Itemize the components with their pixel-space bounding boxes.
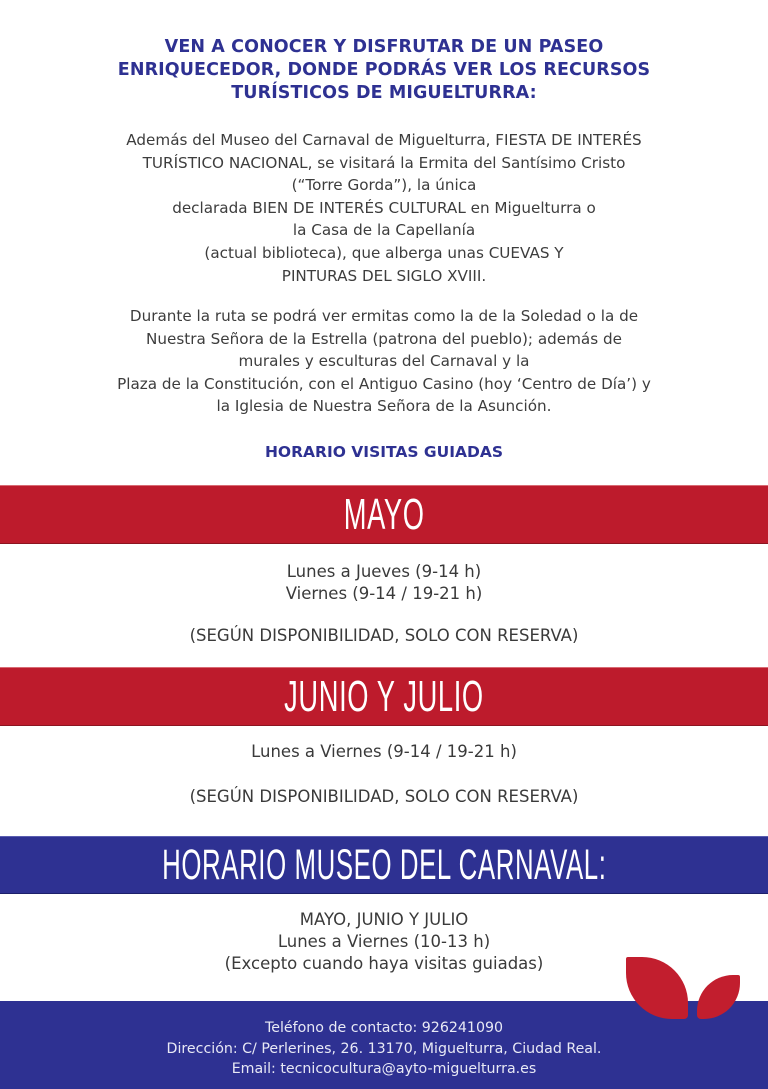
heading-line: VEN A CONOCER Y DISFRUTAR DE UN PASEO	[164, 37, 604, 57]
paragraph-line: Nuestra Señora de la Estrella (patrona del pueblo); además de	[146, 329, 622, 348]
may-band-title: MAYO	[343, 489, 425, 539]
paragraph-line: declarada BIEN DE INTERÉS CULTURAL en Miguelturra o	[172, 198, 596, 217]
may-schedule	[0, 561, 768, 605]
schedule-line: Lunes a Viernes (10-13 h)	[277, 932, 491, 951]
schedule-line: Lunes a Jueves (9-14 h)	[286, 562, 482, 581]
intro-paragraph-1	[0, 129, 768, 287]
contact-email: Email: tecnicocultura@ayto-miguelturra.es	[231, 1061, 537, 1077]
paragraph-line: la Casa de la Capellanía	[292, 221, 476, 240]
contact-phone: Teléfono de contacto: 926241090	[264, 1020, 504, 1036]
schedule-line: (Excepto cuando haya visitas guiadas)	[224, 954, 544, 973]
museum-hours-band	[0, 836, 768, 894]
june-july-note: (SEGÚN DISPONIBILIDAD, SOLO CON RESERVA)	[189, 787, 579, 806]
intro-paragraph-2	[0, 305, 768, 418]
heading-line: TURÍSTICOS DE MIGUELTURRA:	[231, 83, 537, 103]
june-july-schedule	[0, 741, 768, 763]
may-note: (SEGÚN DISPONIBILIDAD, SOLO CON RESERVA)	[189, 626, 579, 645]
heading-line: ENRIQUECEDOR, DONDE PODRÁS VER LOS RECURSOS	[117, 60, 651, 80]
schedule-line: MAYO, JUNIO Y JULIO	[299, 910, 469, 929]
paragraph-line: la Iglesia de Nuestra Señora de la Asunción.	[216, 397, 552, 416]
may-band	[0, 485, 768, 544]
schedule-line: Viernes (9-14 / 19-21 h)	[285, 584, 483, 603]
contact-address: Dirección: C/ Perlerines, 26. 13170, Miguelturra, Ciudad Real.	[166, 1040, 602, 1057]
paragraph-line: Plaza de la Constitución, con el Antiguo Casino (hoy ‘Centro de Día’) y	[117, 374, 651, 393]
june-july-band-title: JUNIO Y JULIO	[284, 671, 484, 721]
guided-tours-title: HORARIO VISITAS GUIADAS	[264, 443, 504, 461]
paragraph-line: TURÍSTICO NACIONAL, se visitará la Ermita del Santísimo Cristo	[142, 153, 626, 172]
paragraph-line: (actual biblioteca), que alberga unas CUEVAS Y	[204, 243, 564, 262]
paragraph-line: murales y esculturas del Carnaval y la	[238, 352, 530, 371]
paragraph-line: Además del Museo del Carnaval de Miguelturra, FIESTA DE INTERÉS	[126, 131, 642, 149]
schedule-line: Lunes a Viernes (9-14 / 19-21 h)	[251, 742, 517, 761]
paragraph-line: Durante la ruta se podrá ver ermitas como la de la Soledad o la de	[129, 307, 639, 325]
page-heading	[0, 36, 768, 105]
museum-hours-title: HORARIO MUSEO DEL CARNAVAL:	[161, 840, 607, 889]
paragraph-line: (“Torre Gorda”), la única	[291, 176, 477, 195]
june-july-band	[0, 667, 768, 726]
paragraph-line: PINTURAS DEL SIGLO XVIII.	[281, 266, 487, 285]
